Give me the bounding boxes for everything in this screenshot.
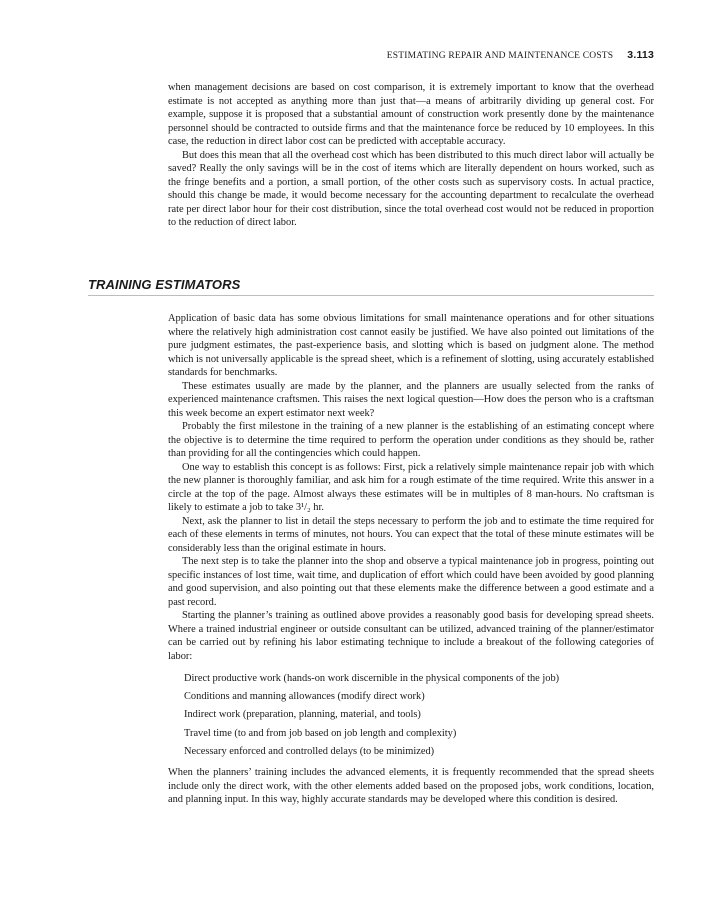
list-item: Direct productive work (hands-on work discernible in the physical components of the job)	[184, 673, 560, 684]
closing-text-block	[168, 766, 654, 807]
labor-category-list	[184, 670, 559, 761]
intro-text-block	[168, 81, 654, 230]
paragraph: Starting the planner’s training as outlined above provides a reasonably good basis for developing spread sheets. Where a trained industrial engineer or outside consultant can be utilized, advanced training of the planner/estimator can be carried out by refining his labor estimating technique to include a breakout of the following categories of labor:	[168, 610, 654, 662]
running-title: ESTIMATING REPAIR AND MAINTENANCE COSTS	[386, 51, 614, 61]
section-text-block	[168, 312, 654, 663]
paragraph: The next step is to take the planner into the shop and observe a typical maintenance job in progress, pointing out specific instances of lost time, wait time, and duplication of effort which could have been avoided by good planning and good supervision, and also pointing out that these elements make the difference between a good estimate and a past record.	[168, 556, 654, 608]
paragraph: One way to establish this concept is as follows: First, pick a relatively simple maintenance repair job with which the new planner is thoroughly familiar, and ask him for a rough estimate of the time required. Write this answer in a circle at the top of the page. Almost always these estimates will be in multiples of 8 man-hours. No craftsman is likely to estimate a job to take 3¹/₂ hr.	[168, 461, 654, 513]
paragraph: Probably the first milestone in the training of a new planner is the establishing of an estimating concept where the objective is to determine the time required to perform the operation under conditions as they should be, rather than providing for all the contingencies which could happen.	[168, 421, 654, 459]
section-heading: TRAINING ESTIMATORS	[88, 277, 654, 296]
paragraph: when management decisions are based on cost comparison, it is extremely important to know that the overhead estimate is not accepted as anything more than just that—a means of arbitrarily dividing up general cost. For example, suppose it is proposed that a substantial amount of construction work presently done by the maintenance personnel should be contracted to outside firms and that the maintenance force be reduced by 10 employees. In this case, the reduction in direct labor cost can be predicted with acceptable accuracy.	[168, 82, 654, 147]
paragraph: When the planners’ training includes the advanced elements, it is frequently recommended that the spread sheets include only the direct work, with the other elements added based on the proposed jobs, work conditions, location, and planning input. In this way, highly accurate standards may be developed where this condition is desired.	[168, 767, 654, 805]
running-header	[387, 49, 654, 61]
paragraph: But does this mean that all the overhead cost which has been distributed to this much direct labor will actually be saved? Really the only savings will be in the cost of items which are literally dependent on hours worked, such as the fringe benefits and a portion, a small portion, of the other costs such as supervisory costs. In actual practice, should this change be made, it would become necessary for the accounting department to recalculate the overhead rate per direct labor hour for their cost distribution, since the total overhead cost would not be reduced in proportion to the reduction of direct labor.	[168, 149, 654, 228]
list-item: Conditions and manning allowances (modify direct work)	[184, 691, 425, 703]
page-number: 3.113	[627, 49, 654, 61]
paragraph: Next, ask the planner to list in detail the steps necessary to perform the job and to estimate the time required for each of these elements in terms of minutes, not hours. You can expect that the total of these minute estimates will be considerably less than the original estimate in hours.	[168, 515, 654, 554]
list-item: Travel time (to and from job based on job length and complexity)	[184, 727, 457, 739]
list-item: Necessary enforced and controlled delays (to be minimized)	[184, 745, 435, 757]
paragraph: Application of basic data has some obvious limitations for small maintenance operations and for other situations where the relatively high administration cost cannot easily be justified. We have also pointed out limitations of the pure judgment estimates, the past-experience basis, and slotting which is based on judgment alone. The method which is not universally applicable is the spread sheet, which is a refinement of slotting, using accurately established standards for benchmarks.	[168, 313, 654, 378]
paragraph: These estimates usually are made by the planner, and the planners are usually selected from the ranks of experienced maintenance craftsmen. This raises the next logical question—How does the person who is a craftsman this week become an expert estimator next week?	[168, 380, 654, 419]
list-item: Indirect work (preparation, planning, material, and tools)	[184, 709, 421, 721]
